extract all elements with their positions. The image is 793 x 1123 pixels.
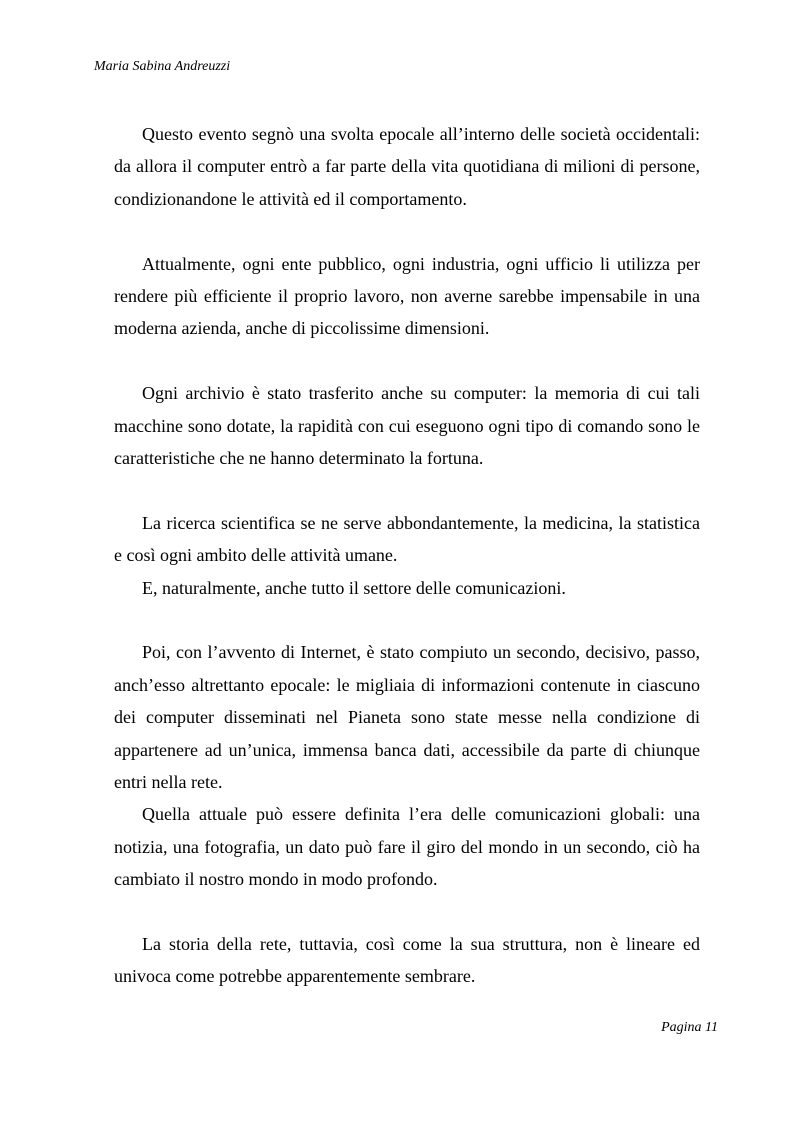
paragraph: Quella attuale può essere definita l’era delle comunicazioni globali: una notizia, una fotografia, un dato può fare il giro del mondo in un secondo, ciò ha cambiato il nostro mondo in modo profondo.: [114, 804, 700, 890]
paragraph: Ogni archivio è stato trasferito anche su computer: la memoria di cui tali macchine sono dotate, la rapidità con cui eseguono ogni tipo di comando sono le caratteristiche che ne hanno determinato la fortuna.: [114, 383, 700, 469]
page-header-author: Maria Sabina Andreuzzi: [94, 59, 231, 74]
paragraph: La ricerca scientifica se ne serve abbondantemente, la medicina, la statistica e così ogni ambito delle attività umane.: [114, 512, 700, 566]
page-body: [114, 118, 700, 993]
paragraph: La storia della rete, tuttavia, così come la sua struttura, non è lineare ed univoca come potrebbe apparentemente sembrare.: [114, 934, 700, 987]
paragraph: Poi, con l’avvento di Internet, è stato compiuto un secondo, decisivo, passo, anch’esso altrettanto epocale: le migliaia di informazioni contenute in ciascuno dei computer disseminati nel Pianeta sono state messe nella condizione di appartenere ad un’unica, immensa banca dati, accessibile da parte di chiunque entri nella rete.: [114, 642, 700, 793]
paragraph: Questo evento segnò una svolta epocale all’interno delle società occidentali: da allora il computer entrò a far parte della vita quotidiana di milioni di persone, condizionandone le attività ed il comportamento.: [114, 124, 700, 209]
paragraph: E, naturalmente, anche tutto il settore delle comunicazioni.: [142, 577, 566, 598]
page-number: Pagina 11: [661, 1020, 718, 1035]
paragraph: Attualmente, ogni ente pubblico, ogni industria, ogni ufficio li utilizza per rendere più efficiente il proprio lavoro, non averne sarebbe impensabile in una moderna azienda, anche di piccolissime dimensioni.: [114, 253, 700, 339]
